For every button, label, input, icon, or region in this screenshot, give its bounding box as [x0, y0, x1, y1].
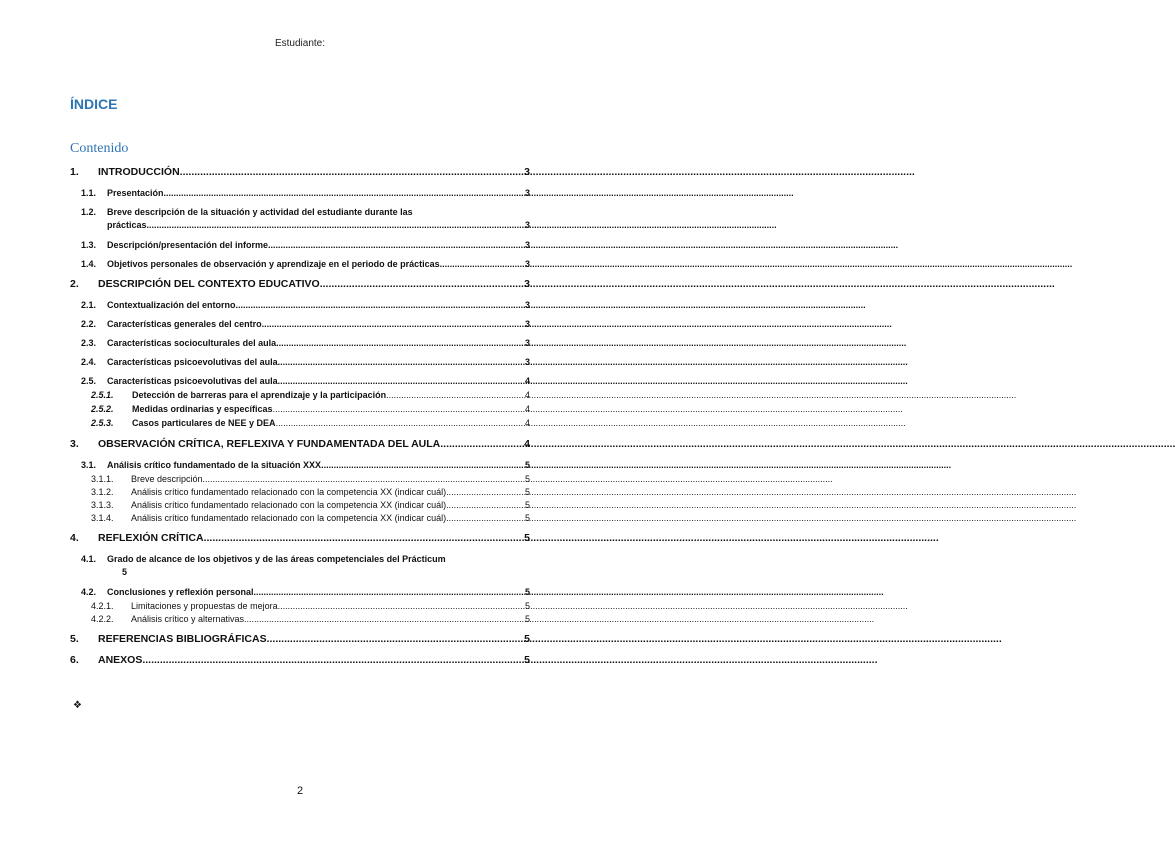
leader-dots	[276, 337, 525, 349]
toc-entry-1[interactable]: 1. INTRODUCCIÓN ..... 3	[70, 166, 530, 178]
leader-dots	[278, 600, 525, 612]
toc-entry-3-1-3[interactable]: 3.1.3. Análisis crítico fundamentado relacionado con la competencia XX (indicar cuál) ..... 5	[70, 499, 530, 511]
leader-dots	[276, 417, 525, 429]
leader-dots	[440, 438, 524, 450]
leader-dots	[203, 473, 525, 485]
leader-dots	[446, 512, 525, 524]
toc-entry-1-3[interactable]: 1.3. Descripción/presentación del informe ..... 3	[70, 239, 530, 251]
leader-dots	[267, 633, 525, 645]
leader-dots	[204, 532, 525, 544]
toc-entry-6[interactable]: 6. ANEXOS ..... 5	[70, 654, 530, 666]
leader-dots	[268, 239, 525, 251]
leader-dots	[147, 219, 525, 231]
toc-entry-2-4[interactable]: 2.4. Características psicoevolutivas del aula ..... 3	[70, 356, 530, 368]
toc-entry-1-1[interactable]: 1.1. Presentación ..... 3	[70, 187, 530, 199]
toc-entry-2-3[interactable]: 2.3. Características socioculturales del aula ..... 3	[70, 337, 530, 349]
toc-entry-2-5-2[interactable]: 2.5.2. Medidas ordinarias y específicas ..... 4	[70, 403, 530, 415]
leader-dots	[386, 389, 525, 401]
toc-entry-3-1-2[interactable]: 3.1.2. Análisis crítico fundamentado relacionado con la competencia XX (indicar cuál) ..... 5	[70, 486, 530, 498]
toc-entry-4-2[interactable]: 4.2. Conclusiones y reflexión personal ..... 5	[70, 586, 530, 598]
toc-entry-4-2-2[interactable]: 4.2.2. Análisis crítico y alternativas ..... 5	[70, 613, 530, 625]
toc-entry-3-1-1[interactable]: 3.1.1. Breve descripción ..... 5	[70, 473, 530, 485]
leader-dots	[180, 166, 524, 178]
toc-entry-2[interactable]: 2. DESCRIPCIÓN DEL CONTEXTO EDUCATIVO ..... 3	[70, 278, 530, 290]
toc-entry-1-2-continued[interactable]: prácticas ..... 3	[70, 219, 530, 231]
contents-heading: Contenido	[70, 141, 129, 156]
page-number: 2	[296, 785, 304, 797]
toc-entry-1-2[interactable]: 1.2. Breve descripción de la situación y actividad del estudiante durante las	[81, 207, 413, 217]
page-header: Estudiante:	[274, 38, 326, 49]
toc-entry-1-4[interactable]: 1.4. Objetivos personales de observación y aprendizaje en el periodo de prácticas. ..... 3	[70, 258, 530, 270]
leader-dots	[320, 278, 524, 290]
leader-dots	[262, 318, 525, 330]
leader-dots	[446, 486, 525, 498]
leader-dots	[236, 299, 525, 311]
toc-entry-4-2-1[interactable]: 4.2.1. Limitaciones y propuestas de mejora ..... 5	[70, 600, 530, 612]
toc-entry-2-2[interactable]: 2.2. Características generales del centro ..... 3	[70, 318, 530, 330]
toc-entry-4[interactable]: 4. REFLEXIÓN CRÍTICA ..... 5	[70, 532, 530, 544]
leader-dots	[164, 187, 525, 199]
leader-dots	[278, 375, 525, 387]
toc-entry-2-5[interactable]: 2.5. Características psicoevolutivas del aula ..... 4	[70, 375, 530, 387]
toc-entry-2-5-3[interactable]: 2.5.3. Casos particulares de NEE y DEA ..... 4	[70, 417, 530, 429]
toc-entry-4-1[interactable]: 4.1. Grado de alcance de los objetivos y de las áreas competenciales del Prácticum	[81, 554, 446, 564]
leader-dots	[254, 586, 525, 598]
toc-entry-3-1[interactable]: 3.1. Análisis crítico fundamentado de la situación XXX ..... 5	[70, 459, 530, 471]
toc-entry-4-1-page[interactable]: 5	[122, 567, 128, 577]
index-heading: ÍNDICE	[70, 96, 118, 112]
toc-entry-3[interactable]: 3. OBSERVACIÓN CRÍTICA, REFLEXIVA Y FUNDAMENTADA DEL AULA ..... 4	[70, 438, 530, 450]
leader-dots	[273, 403, 525, 415]
toc-entry-2-5-1[interactable]: 2.5.1. Detección de barreras para el aprendizaje y la participación ..... 4	[70, 389, 530, 401]
diamond-bullet-icon: ❖	[73, 700, 82, 711]
leader-dots	[442, 258, 525, 270]
leader-dots	[244, 613, 525, 625]
leader-dots	[142, 654, 524, 666]
leader-dots	[446, 499, 525, 511]
toc-entry-2-1[interactable]: 2.1. Contextualización del entorno ..... 3	[70, 299, 530, 311]
toc-entry-3-1-4[interactable]: 3.1.4. Análisis crítico fundamentado relacionado con la competencia XX (indicar cuál) ..... 5	[70, 512, 530, 524]
leader-dots	[278, 356, 525, 368]
toc-entry-5[interactable]: 5. REFERENCIAS BIBLIOGRÁFICAS ..... 5	[70, 633, 530, 645]
leader-dots	[321, 459, 525, 471]
